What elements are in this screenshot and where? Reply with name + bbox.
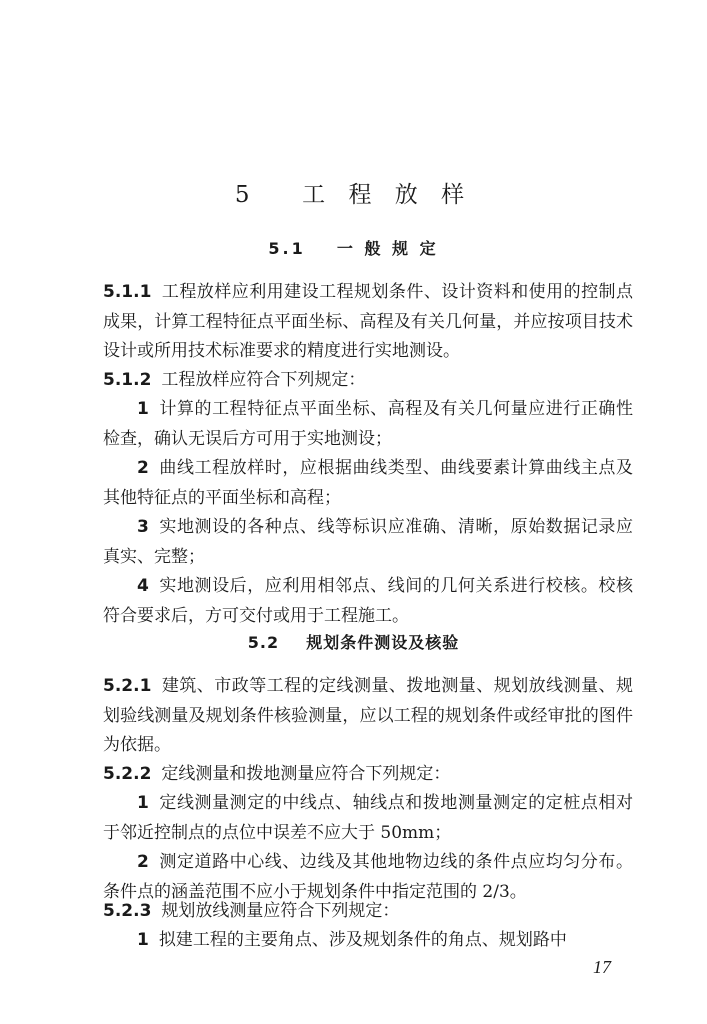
item-text: 测定道路中心线、边线及其他地物边线的条件点应均匀分布。条件点的涵盖范围不应小于规划条件中指定范围的 2/3。: [103, 852, 633, 902]
clause-number: 5.1.2: [103, 370, 152, 390]
clause-5-2-3: [103, 897, 633, 927]
clause-text: 工程放样应利用建设工程规划条件、设计资料和使用的控制点成果，计算工程特征点平面坐标、高程及有关几何量，并应按项目技术设计或所用技术标准要求的精度进行实地测设。: [103, 282, 633, 361]
item-text: 定线测量测定的中线点、轴线点和拨地测量测定的定桩点相对于邻近控制点的点位中误差不应大于 50mm；: [103, 793, 633, 843]
item-number: 1: [137, 399, 149, 419]
chapter-title-text: 工 程 放 样: [302, 182, 473, 208]
section-title-text: 一 般 规 定: [336, 239, 439, 258]
item-number: 1: [137, 930, 149, 950]
item-number: 2: [137, 852, 149, 872]
section-title-5-1: [0, 236, 707, 259]
clause-5-1-2: [103, 366, 633, 396]
clause-5-1-2-item-2: [103, 454, 633, 513]
page-number: 17: [593, 957, 611, 977]
clause-5-2-2-item-1: [103, 789, 633, 848]
clause-number: 5.1.1: [103, 282, 152, 302]
chapter-number: 5: [234, 182, 258, 208]
item-text: 拟建工程的主要角点、涉及规划条件的角点、规划路中: [158, 930, 567, 950]
item-text: 实地测设后，应利用相邻点、线间的几何关系进行校核。校核符合要求后，方可交付或用于工程施工。: [103, 576, 633, 626]
clause-5-2-3-item-1: [103, 926, 633, 956]
clause-5-1-1: [103, 278, 633, 367]
item-number: 4: [137, 576, 149, 596]
clause-5-1-2-item-1: [103, 395, 633, 454]
clause-text: 建筑、市政等工程的定线测量、拨地测量、规划放线测量、规划验线测量及规划条件核验测量，应以工程的规划条件或经审批的图件为依据。: [103, 676, 633, 755]
item-text: 计算的工程特征点平面坐标、高程及有关几何量应进行正确性检查，确认无误后方可用于实地测设；: [103, 399, 633, 449]
item-text: 曲线工程放样时，应根据曲线类型、曲线要素计算曲线主点及其他特征点的平面坐标和高程；: [103, 458, 633, 508]
clause-text: 规划放线测量应符合下列规定：: [161, 901, 400, 921]
clause-5-1-2-item-4: [103, 572, 633, 631]
item-number: 3: [137, 517, 149, 537]
item-number: 1: [137, 793, 149, 813]
clause-5-2-1: [103, 672, 633, 761]
section-title-text: 规划条件测设及核验: [306, 633, 460, 652]
item-number: 2: [137, 458, 149, 478]
section-number: 5.2: [247, 633, 280, 652]
clause-text: 工程放样应符合下列规定：: [161, 370, 366, 390]
clause-5-1-2-item-3: [103, 513, 633, 572]
clause-number: 5.2.2: [103, 764, 152, 784]
clause-number: 5.2.3: [103, 901, 152, 921]
section-title-5-2: [0, 630, 707, 653]
clause-5-2-2: [103, 760, 633, 790]
section-number: 5.1: [268, 239, 306, 258]
item-text: 实地测设的各种点、线等标识应准确、清晰，原始数据记录应真实、完整；: [103, 517, 633, 567]
chapter-title: [0, 176, 707, 209]
clause-number: 5.2.1: [103, 676, 152, 696]
clause-text: 定线测量和拨地测量应符合下列规定：: [161, 764, 451, 784]
